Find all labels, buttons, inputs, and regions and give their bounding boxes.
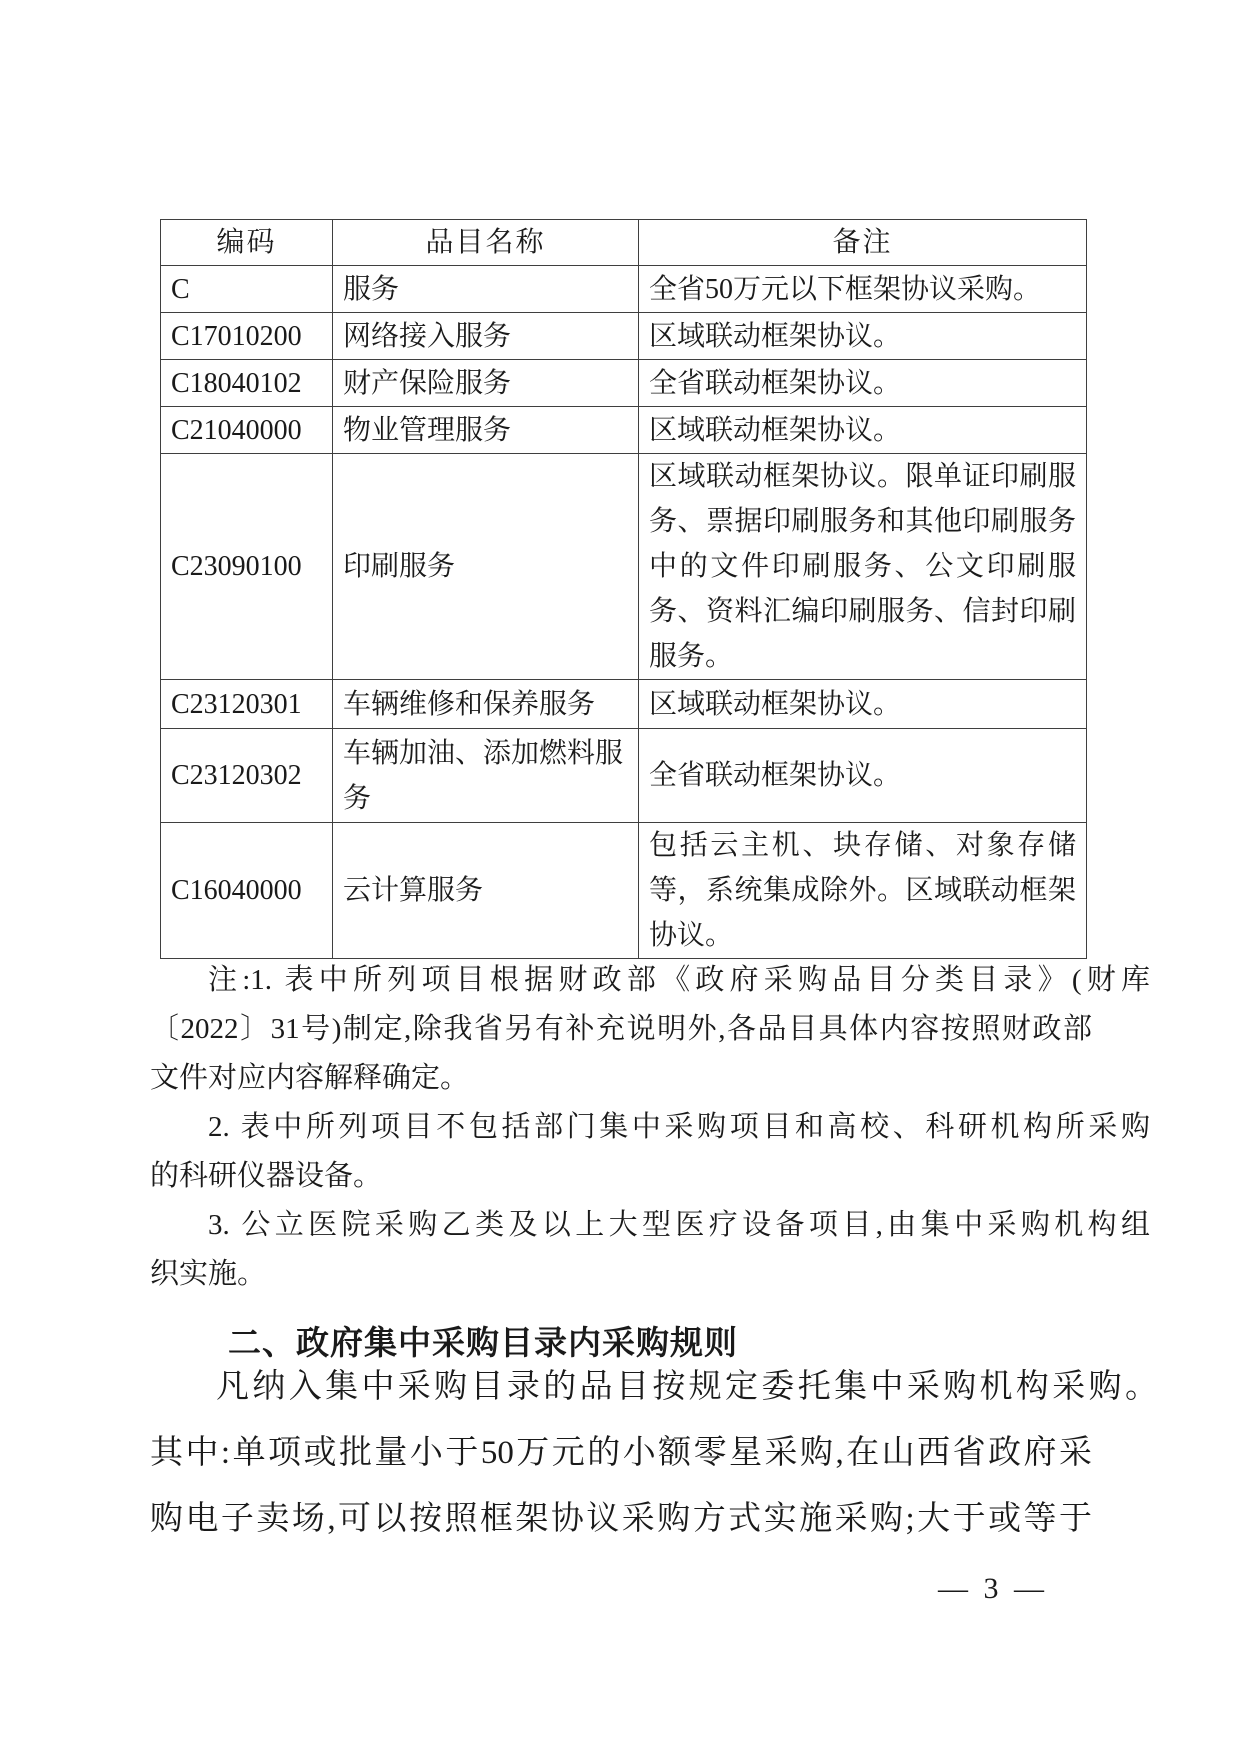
name-cell: 网络接入服务 <box>333 313 639 360</box>
column-header-name: 品目名称 <box>333 220 639 266</box>
name-cell: 印刷服务 <box>333 454 639 680</box>
name-cell: 物业管理服务 <box>333 407 639 454</box>
table-header-row <box>161 220 1087 266</box>
section-heading: 二、政府集中采购目录内采购规则 <box>228 1324 738 1361</box>
table-row <box>161 266 1087 313</box>
body-line: 购电子卖场,可以按照框架协议采购方式实施采购;大于或等于 <box>150 1501 1092 1537</box>
remark-cell: 区域联动框架协议。限单证印刷服务、票据印刷服务和其他印刷服务中的文件印刷服务、公文印刷服务、资料汇编印刷服务、信封印刷服务。 <box>639 454 1087 680</box>
remark-cell: 全省联动框架协议。 <box>639 729 1087 823</box>
code-cell: C23120302 <box>161 729 333 823</box>
table-row <box>161 823 1087 959</box>
name-cell: 车辆加油、添加燃料服务 <box>333 729 639 823</box>
remark-cell: 全省联动框架协议。 <box>639 360 1087 407</box>
table-notes <box>150 956 1150 1299</box>
note-line: 文件对应内容解释确定。 <box>150 1062 470 1094</box>
remark-cell: 全省50万元以下框架协议采购。 <box>639 266 1087 313</box>
code-cell: C21040000 <box>161 407 333 454</box>
note-line: 2. 表中所列项目不包括部门集中采购项目和高校、科研机构所采购 <box>208 1111 1150 1143</box>
code-cell: C23120301 <box>161 680 333 729</box>
note-line: 3. 公立医院采购乙类及以上大型医疗设备项目,由集中采购机构组 <box>208 1209 1150 1241</box>
code-cell: C17010200 <box>161 313 333 360</box>
body-paragraphs <box>150 1354 1158 1552</box>
note-line: 的科研仪器设备。 <box>150 1160 383 1192</box>
procurement-catalog-table <box>160 219 1087 959</box>
note-line: 〔2022〕31号)制定,除我省另有补充说明外,各品目具体内容按照财政部 <box>150 1013 1092 1045</box>
table-row <box>161 407 1087 454</box>
remark-cell: 区域联动框架协议。 <box>639 680 1087 729</box>
remark-cell: 区域联动框架协议。 <box>639 407 1087 454</box>
page-number: — 3 — <box>938 1572 1048 1605</box>
table-row <box>161 680 1087 729</box>
name-cell: 云计算服务 <box>333 823 639 959</box>
table-row <box>161 313 1087 360</box>
remark-cell: 包括云主机、块存储、对象存储等，系统集成除外。区域联动框架协议。 <box>639 823 1087 959</box>
code-cell: C18040102 <box>161 360 333 407</box>
code-cell: C23090100 <box>161 454 333 680</box>
name-cell: 财产保险服务 <box>333 360 639 407</box>
code-cell: C16040000 <box>161 823 333 959</box>
note-line: 注:1. 表中所列项目根据财政部《政府采购品目分类目录》(财库 <box>208 964 1150 996</box>
name-cell: 车辆维修和保养服务 <box>333 680 639 729</box>
remark-cell: 区域联动框架协议。 <box>639 313 1087 360</box>
body-line: 凡纳入集中采购目录的品目按规定委托集中采购机构采购。 <box>216 1369 1158 1405</box>
column-header-code: 编码 <box>161 220 333 266</box>
table-row <box>161 360 1087 407</box>
note-line: 织实施。 <box>150 1258 267 1290</box>
code-cell: C <box>161 266 333 313</box>
table-row <box>161 729 1087 823</box>
column-header-remark: 备注 <box>639 220 1087 266</box>
body-line: 其中:单项或批量小于50万元的小额零星采购,在山西省政府采 <box>150 1435 1092 1471</box>
name-cell: 服务 <box>333 266 639 313</box>
table-row <box>161 454 1087 680</box>
